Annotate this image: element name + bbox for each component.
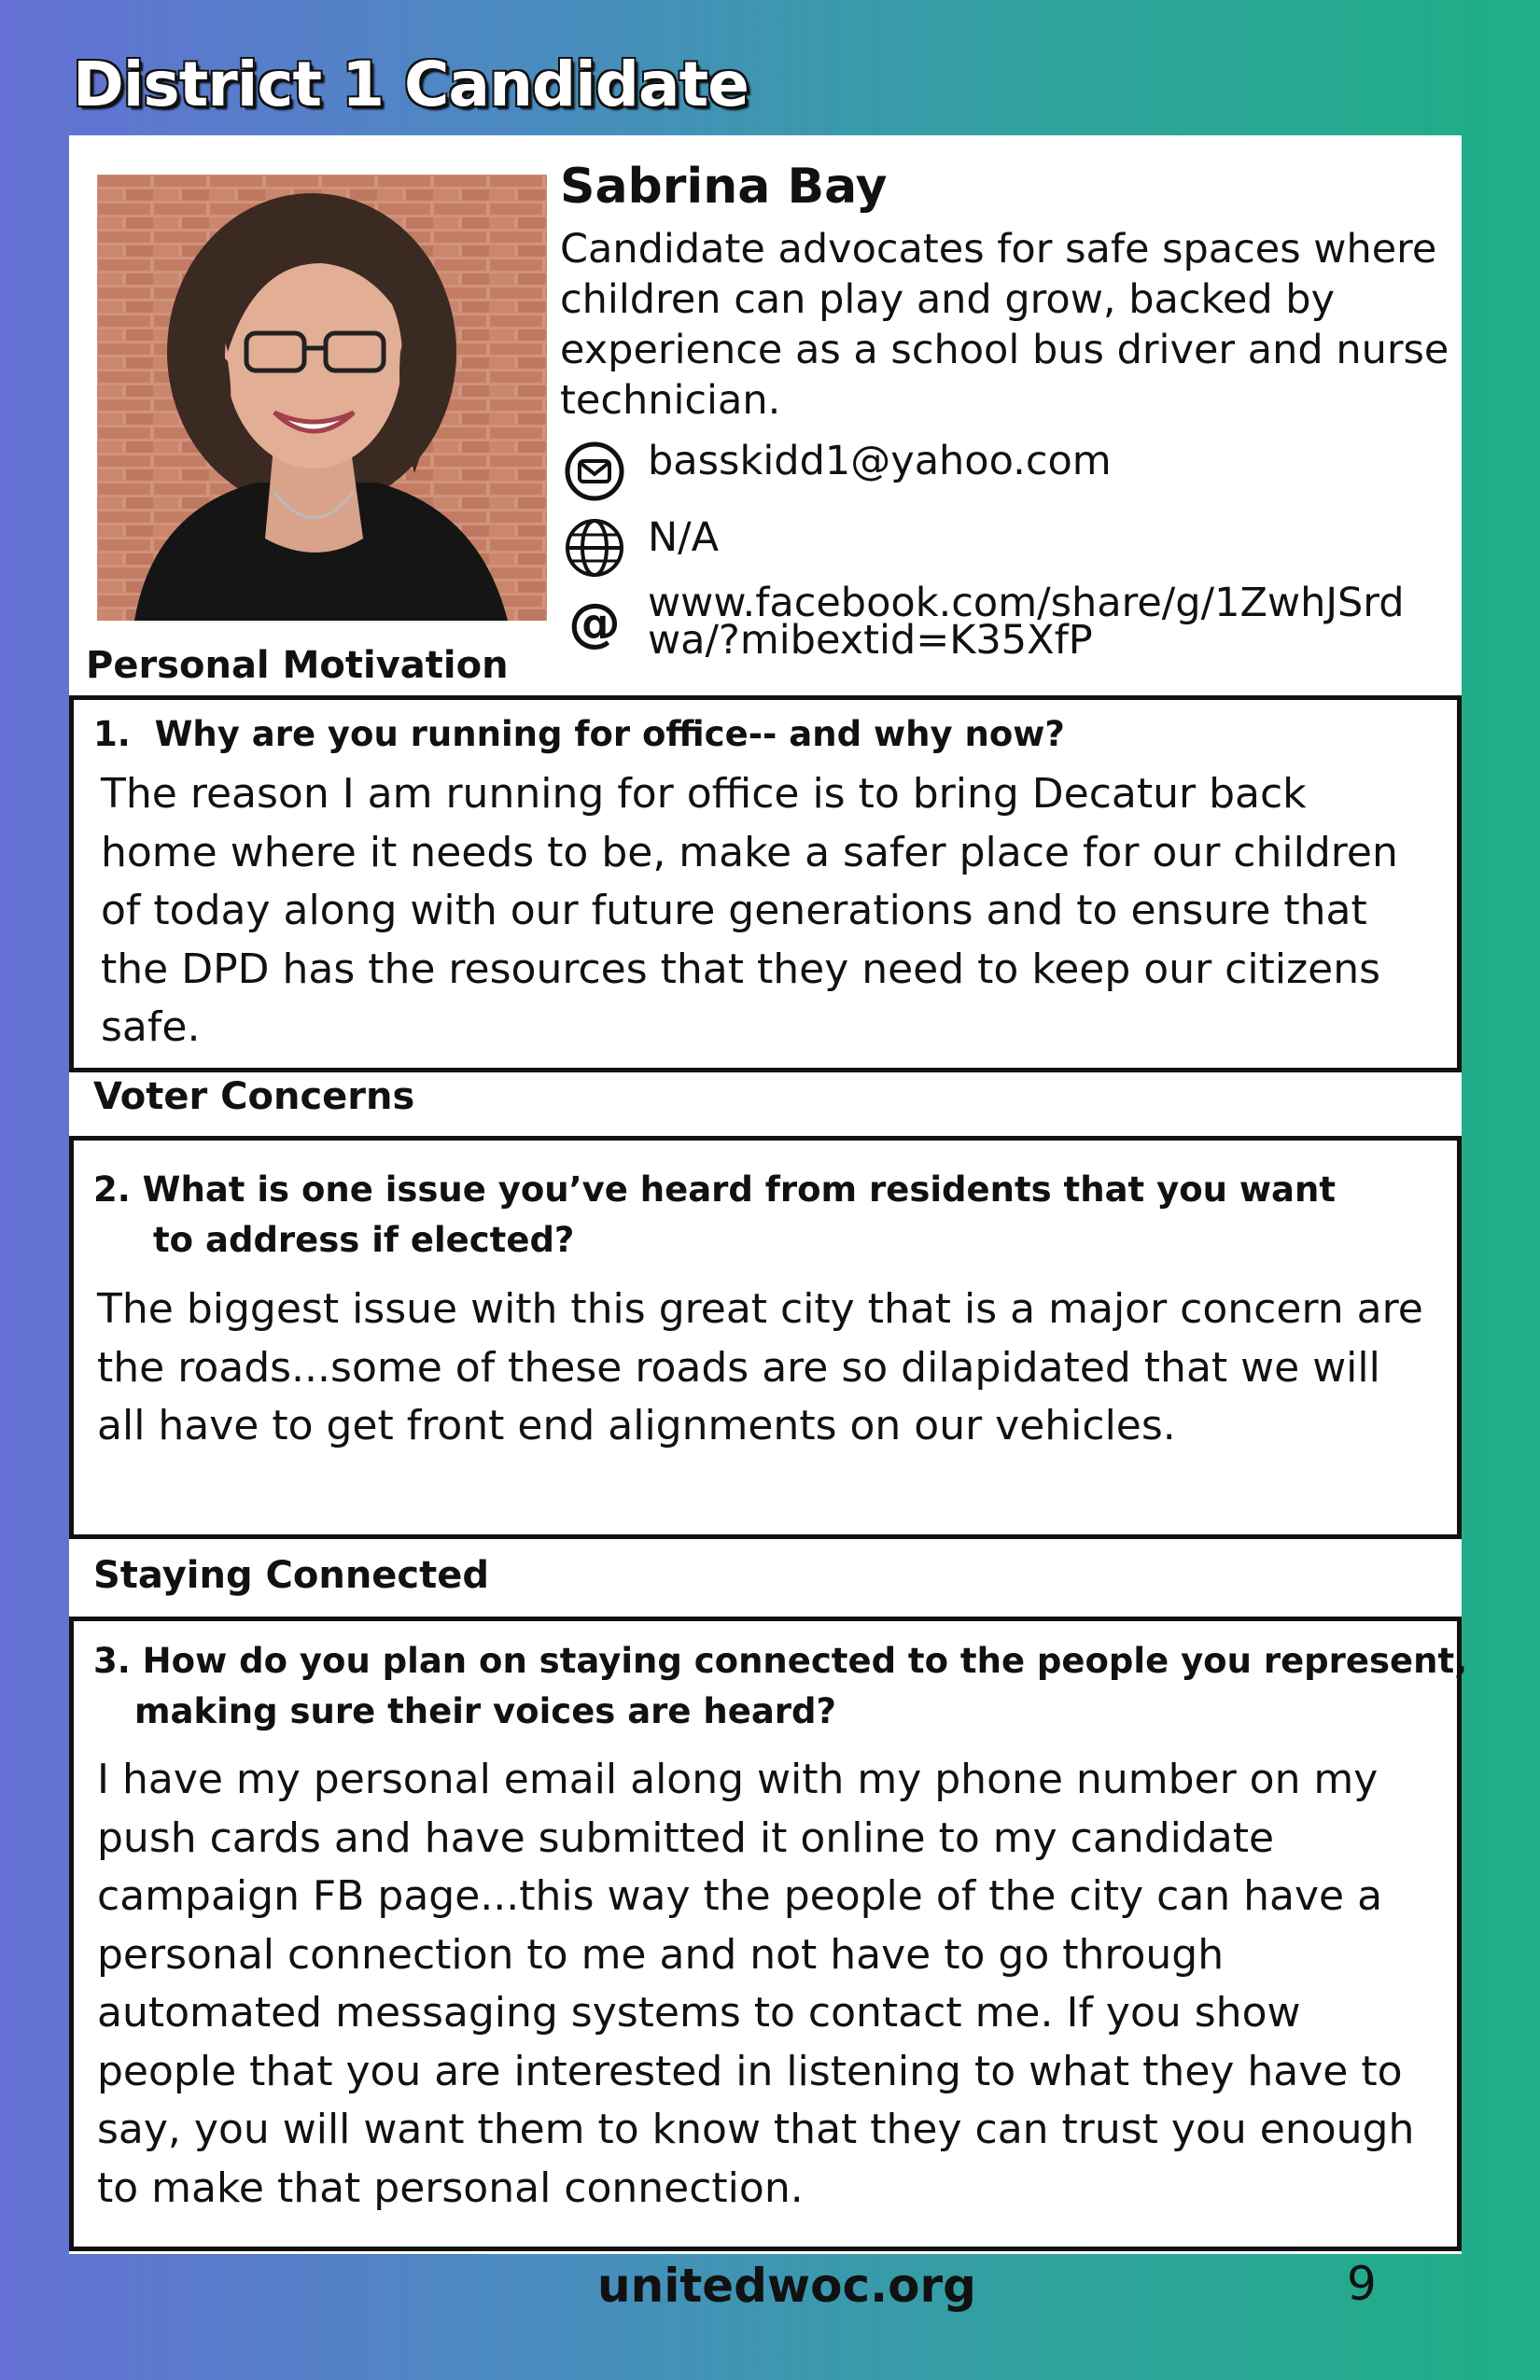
candidate-photo-illustration — [97, 175, 547, 621]
section-label-voter-concerns: Voter Concerns — [93, 1075, 415, 1118]
answer-2 — [97, 1281, 1423, 1456]
svg-text:@: @ — [568, 594, 621, 653]
answer-1-line: home where it needs to be, make a safer place for our children — [101, 828, 1398, 876]
candidate-name: Sabrina Bay — [560, 159, 888, 215]
candidate-bio: Candidate advocates for safe spaces where children can play and grow, backed by experience as a school bus driver and nurse technician. — [560, 226, 1449, 424]
at-sign-icon — [564, 594, 625, 655]
page-number: 9 — [1347, 2257, 1377, 2311]
answer-3 — [97, 1751, 1414, 2218]
footer-url[interactable]: unitedwoc.org — [597, 2259, 976, 2313]
question-3 — [93, 1636, 1467, 1737]
website-contact — [564, 514, 720, 579]
question-3-line-1: 3. How do you plan on staying connected to the people you represent, — [93, 1641, 1468, 1681]
page-title: District 1 Candidate — [73, 49, 749, 120]
question-1-number: 1. — [93, 714, 131, 754]
question-1 — [93, 709, 1065, 760]
question-2-line-1: 2. What is one issue you’ve heard from residents that you want — [93, 1169, 1337, 1210]
answer-1-line: of today along with our future generations and to ensure that — [101, 887, 1367, 934]
answer-2-line: the roads...some of these roads are so dilapidated that we will — [97, 1343, 1380, 1392]
candidate-photo — [97, 175, 547, 621]
social-link[interactable] — [648, 580, 1405, 664]
answer-2-line: all have to get front end alignments on our vehicles. — [97, 1402, 1176, 1449]
email-icon — [564, 441, 625, 502]
email-contact[interactable] — [564, 438, 1112, 502]
answer-1-line: The reason I am running for office is to bring Decatur back — [101, 770, 1307, 818]
answer-3-line: to make that personal connection. — [97, 2163, 804, 2212]
answer-1-line: the DPD has the resources that they need to keep our citizens — [101, 945, 1381, 993]
answer-3-line: say, you will want them to know that they can trust you enough — [97, 2106, 1415, 2153]
website-text: N/A — [648, 514, 720, 561]
question-2 — [93, 1165, 1336, 1266]
social-link-line-2[interactable]: wa/?mibextid=K35XfP — [648, 617, 1093, 664]
social-contact[interactable] — [564, 580, 1405, 664]
section-label-personal-motivation: Personal Motivation — [86, 644, 509, 687]
answer-3-line: people that you are interested in listening to what they have to — [97, 2047, 1403, 2095]
answer-1 — [101, 765, 1398, 1057]
answer-2-line: The biggest issue with this great city that is a major concern are — [97, 1285, 1423, 1333]
globe-icon — [564, 517, 625, 579]
social-link-line-1[interactable]: www.facebook.com/share/g/1ZwhJSrd — [648, 580, 1405, 626]
answer-1-line: safe. — [101, 1003, 201, 1051]
answer-3-line: I have my personal email along with my phone number on my — [97, 1756, 1379, 1803]
section-label-staying-connected: Staying Connected — [93, 1554, 490, 1597]
question-3-line-2: making sure their voices are heard? — [134, 1691, 836, 1731]
email-text[interactable]: basskidd1@yahoo.com — [648, 438, 1112, 484]
answer-3-line: campaign FB page...this way the people of the city can have a — [97, 1872, 1383, 1920]
answer-3-line: personal connection to me and not have to go through — [97, 1930, 1225, 1979]
answer-3-line: automated messaging systems to contact me. If you show — [97, 1989, 1301, 2037]
question-1-text: Why are you running for office-- and why now? — [154, 714, 1065, 754]
question-2-line-2: to address if elected? — [153, 1220, 575, 1260]
answer-3-line: push cards and have submitted it online to my candidate — [97, 1813, 1275, 1862]
